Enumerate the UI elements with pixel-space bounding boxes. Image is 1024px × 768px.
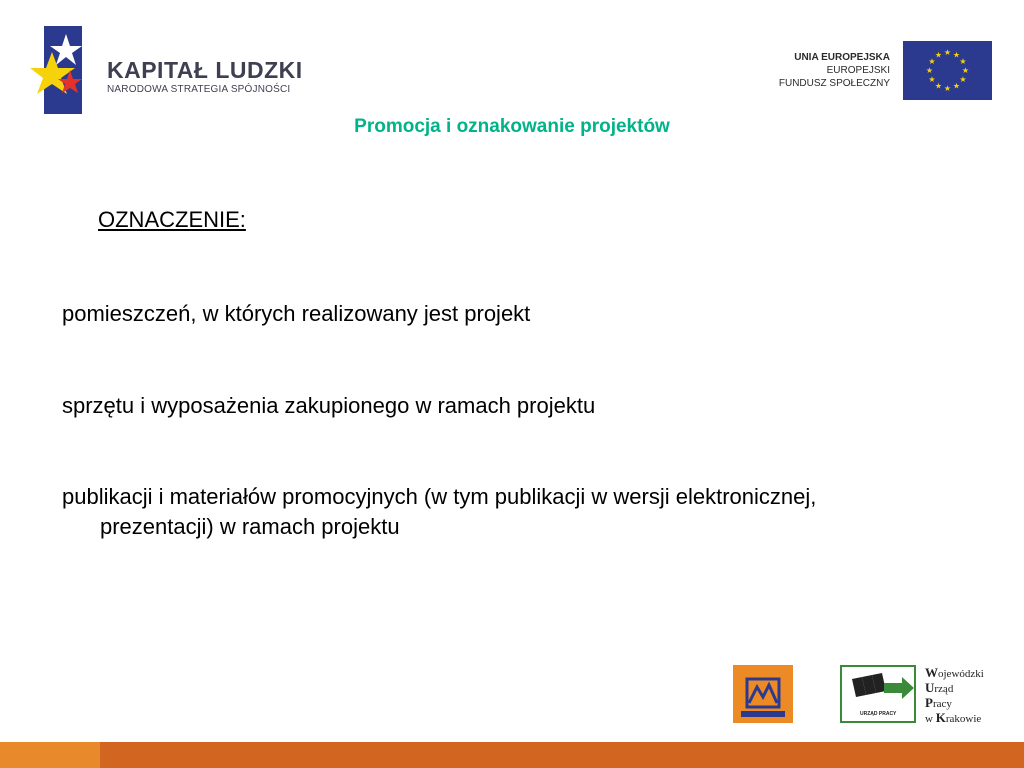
list-item: sprzętu i wyposażenia zakupionego w ramach projektu xyxy=(62,393,596,418)
page-title: Promocja i oznakowanie projektów xyxy=(354,116,670,137)
wup-word: ojewódzki xyxy=(938,668,984,680)
wup-initial: U xyxy=(925,680,935,695)
wup-word: rząd xyxy=(934,683,954,695)
kapital-ludzki-logo xyxy=(30,22,303,117)
arrow-icon xyxy=(842,667,914,707)
svg-text:★: ★ xyxy=(943,84,952,93)
footer-bar-accent xyxy=(0,742,100,768)
wup-initial: K xyxy=(935,710,946,725)
wup-word: w xyxy=(925,713,936,725)
wup-logo xyxy=(840,665,916,723)
eu-logo-line1: UNIA EUROPEJSKA xyxy=(794,52,890,63)
svg-text:★: ★ xyxy=(928,75,936,84)
wup-word: racy xyxy=(932,698,952,710)
wup-name xyxy=(925,666,984,726)
kl-logo-subtitle: NARODOWA STRATEGIA SPÓJNOŚCI xyxy=(107,84,291,95)
footer-bar xyxy=(0,742,1024,768)
wup-initial: P xyxy=(925,695,933,710)
svg-text:★: ★ xyxy=(952,81,961,91)
svg-text:★: ★ xyxy=(961,66,970,75)
star-logo-icon xyxy=(30,22,105,117)
malopolska-logo-icon xyxy=(733,665,793,723)
eu-logo-line2: EUROPEJSKI xyxy=(826,65,890,76)
wup-initial: W xyxy=(925,665,938,680)
eu-flag-icon xyxy=(903,41,992,100)
kl-logo-title: KAPITAŁ LUDZKI xyxy=(107,57,303,83)
eu-logo-text xyxy=(779,51,890,90)
list-item: pomieszczeń, w których realizowany jest projekt xyxy=(62,301,531,326)
list-item: publikacji i materiałów promocyjnych (w tym publikacji w wersji elektronicznej, prezentacji) w ramach projektu xyxy=(62,484,817,539)
wup-logo-caption: URZĄD PRACY xyxy=(860,711,897,717)
eu-logo-line3: FUNDUSZ SPOŁECZNY xyxy=(778,78,890,89)
section-heading: OZNACZENIE: xyxy=(98,207,246,232)
svg-text:★: ★ xyxy=(925,66,934,75)
wup-word: rakowie xyxy=(945,713,982,725)
svg-text:★: ★ xyxy=(928,57,936,66)
svg-text:★: ★ xyxy=(934,50,943,60)
svg-text:★: ★ xyxy=(943,48,952,57)
svg-text:★: ★ xyxy=(959,75,967,84)
svg-text:★: ★ xyxy=(952,50,961,60)
svg-text:★: ★ xyxy=(959,57,967,66)
svg-text:★: ★ xyxy=(934,81,943,91)
